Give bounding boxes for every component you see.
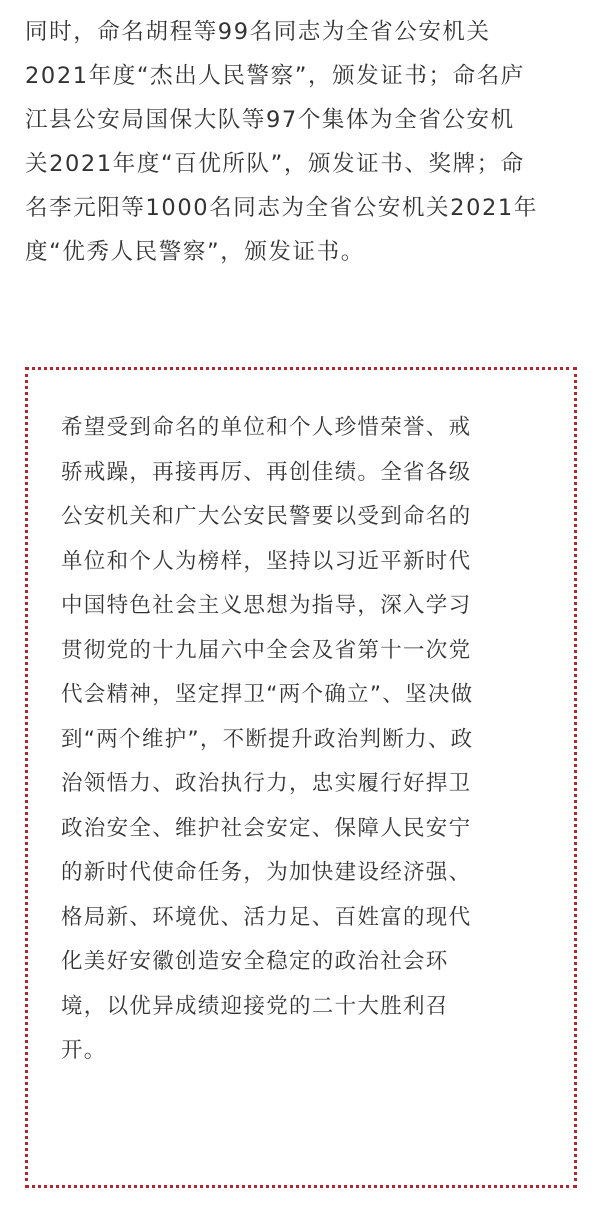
highlight-line: 中国特色社会主义思想为指导，深入学习 — [61, 593, 472, 618]
highlight-line: 到“两个维护”，不断提升政治判断力、政 — [61, 726, 474, 752]
highlight-line: 化美好安徽创造安全稳定的政治社会环 — [61, 949, 449, 974]
highlight-line: 公安机关和广大公安民警要以受到命名的 — [61, 504, 472, 529]
intro-line: 江县公安局国保大队等97个集体为全省公安机 — [25, 107, 515, 133]
highlight-box — [25, 367, 577, 1188]
highlight-line: 希望受到命名的单位和个人珍惜荣誉、戒 — [61, 415, 472, 440]
highlight-line: 的新时代使命任务，为加快建设经济强、 — [61, 860, 472, 885]
intro-line: 度“优秀人民警察”，颁发证书。 — [25, 239, 365, 265]
highlight-line: 贯彻党的十九届六中全会及省第十一次党 — [61, 637, 472, 663]
highlight-line: 代会精神，坚定捍卫“两个确立”、坚决做 — [61, 682, 474, 707]
intro-line: 同时，命名胡程等99名同志为全省公安机关 — [25, 19, 491, 45]
intro-line: 关2021年度“百优所队”，颁发证书、奖牌；命 — [25, 151, 525, 177]
highlight-line: 治领悟力、政治执行力，忠实履行好捍卫 — [61, 771, 472, 796]
highlight-line: 境，以优异成绩迎接党的二十大胜利召 — [61, 993, 449, 1019]
highlight-line: 开。 — [61, 1038, 107, 1063]
intro-line: 2021年度“杰出人民警察”，颁发证书；命名庐 — [25, 63, 525, 89]
intro-paragraph — [25, 10, 577, 274]
intro-line: 名李元阳等1000名同志为全省公安机关2021年 — [25, 195, 538, 221]
highlight-line: 骄戒躁，再接再厉、再创佳绩。全省各级 — [61, 459, 472, 485]
highlight-line: 格局新、环境优、活力足、百姓富的现代 — [61, 904, 472, 930]
highlight-line: 单位和个人为榜样，坚持以习近平新时代 — [61, 548, 472, 574]
highlight-line: 政治安全、维护社会安定、保障人民安宁 — [61, 815, 472, 841]
highlight-paragraph — [61, 406, 473, 1074]
